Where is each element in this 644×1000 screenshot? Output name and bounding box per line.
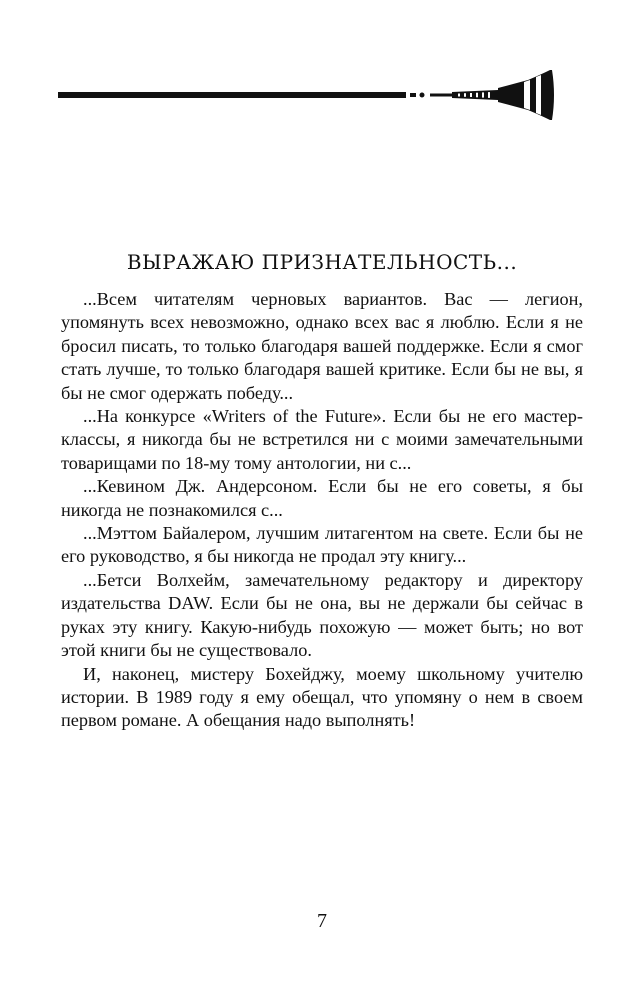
paragraph: И, наконец, мистеру Бохейджу, моему школьному учителю истории. В 1989 году я ему обещал, что упомяну о нем в своем первом романе. А обещания надо выполнять! — [61, 663, 583, 731]
paragraph: ...Кевином Дж. Андерсоном. Если бы не его советы, я бы никогда не познакомился с... — [61, 476, 583, 520]
paragraph: ...Бетси Волхейм, замечательному редактору и директору издательства DAW. Если бы не она, вы не держали бы сейчас в руках эту книгу. Какую-нибудь похожую — может быть; но вот этой книги бы не существовало. — [61, 569, 583, 661]
trumpet-ornament-icon — [58, 68, 558, 120]
paragraph: ...На конкурсе «Writers of the Future». Если бы не его мастер-классы, я никогда бы не встретился ни с моими замечательными товарищами по 18-му тому антологии, ни с... — [61, 406, 583, 473]
paragraph: ...Всем читателям черновых вариантов. Вас — легион, упомянуть всех невозможно, однако всех вас я люблю. Если я не бросил писать, то только благодаря вашей поддержке. Если я смог стать лучше, то только благодаря вашей критике. Если бы не вы, я бы не смог одержать победу... — [61, 289, 583, 403]
acknowledgments-body — [61, 288, 583, 733]
page-title: ВЫРАЖАЮ ПРИЗНАТЕЛЬНОСТЬ... — [126, 250, 518, 274]
paragraph: ...Мэттом Байалером, лучшим литагентом на свете. Если бы не его руководство, я бы никогда не продал эту книгу... — [61, 523, 583, 567]
page-number: 7 — [317, 910, 327, 932]
